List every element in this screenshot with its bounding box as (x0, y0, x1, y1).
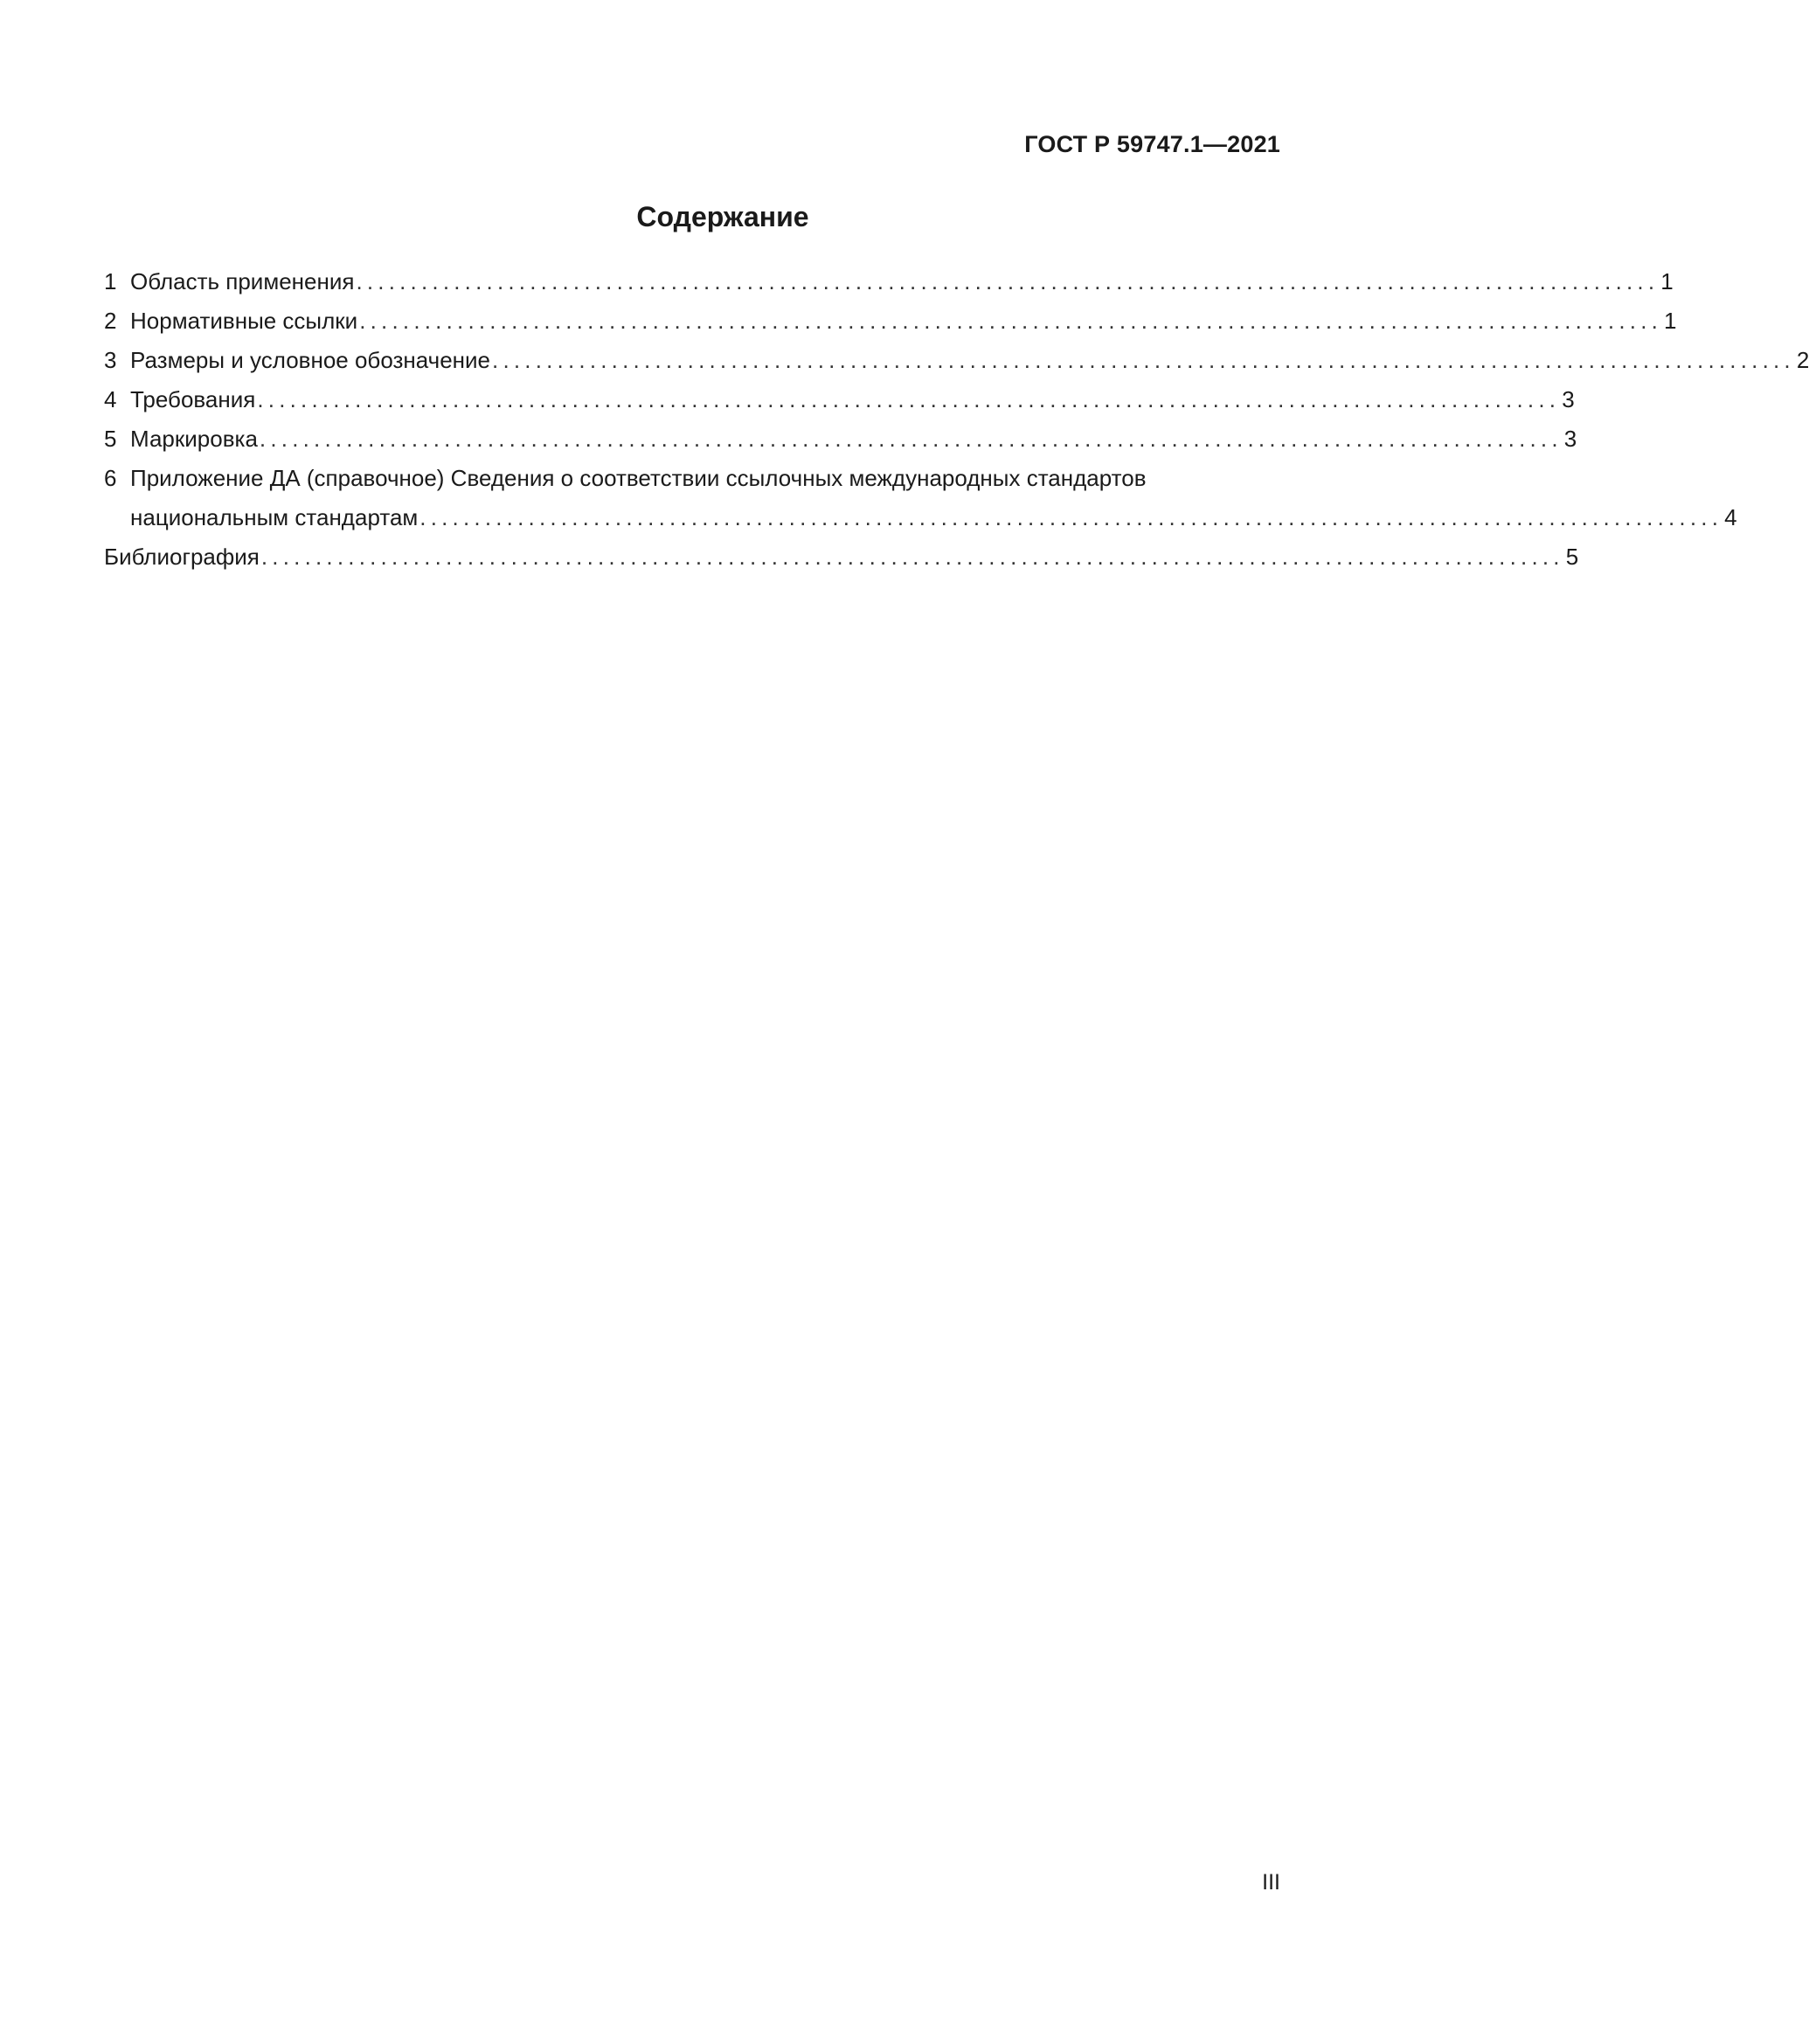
toc-entry-label-continuation: национальным стандартам (130, 504, 419, 530)
toc-entry-4[interactable] (104, 380, 1575, 419)
toc-entry-page: 1 (1660, 268, 1674, 294)
toc-entry-page: 1 (1664, 308, 1677, 334)
toc-entry-number: 2 (104, 308, 117, 334)
toc-entry-number: 3 (104, 347, 117, 373)
toc-entry-6-continuation[interactable] (104, 498, 1737, 537)
toc-entry-number: 6 (104, 465, 117, 491)
toc-entry-number: 5 (104, 426, 117, 452)
toc-entry-label: Размеры и условное обозначение (130, 347, 491, 373)
toc-leader-dots: ........................................................................................................................ (359, 308, 1663, 334)
toc-entry-page: 5 (1565, 544, 1579, 570)
toc-title: Содержание (636, 201, 809, 232)
toc-leader-dots: ........................................................................................................................ (492, 347, 1795, 373)
toc-entry-label: Приложение ДА (справочное) Сведения о соответствии ссылочных международных стандартов (130, 465, 1147, 491)
toc-entry-page: 4 (1724, 504, 1737, 530)
toc-leader-dots: ........................................................................................................................ (419, 504, 1723, 530)
toc-entry-page: 3 (1563, 426, 1577, 452)
toc-leader-dots: ........................................................................................................................ (260, 544, 1564, 570)
toc-entry-number: 1 (104, 268, 117, 294)
table-of-contents (104, 262, 1809, 577)
toc-leader-dots: ........................................................................................................................ (259, 426, 1563, 452)
toc-entry-5[interactable] (104, 419, 1577, 459)
toc-entry-number: 4 (104, 386, 117, 412)
toc-entry-label: Маркировка (130, 426, 258, 452)
toc-entry-6[interactable] (104, 459, 1280, 498)
document-code: ГОСТ Р 59747.1—2021 (1024, 131, 1280, 157)
toc-leader-dots: ........................................................................................................................ (257, 386, 1561, 412)
toc-entry-1[interactable] (104, 262, 1674, 301)
toc-leader-dots: ........................................................................................................................ (356, 268, 1660, 294)
toc-entry-bibliography[interactable] (104, 537, 1579, 577)
toc-entry-2[interactable] (104, 301, 1677, 341)
page-number: III (1262, 1870, 1280, 1895)
toc-entry-3[interactable] (104, 341, 1809, 380)
toc-entry-page: 2 (1796, 347, 1809, 373)
toc-entry-page: 3 (1562, 386, 1575, 412)
toc-entry-label: Нормативные ссылки (130, 308, 358, 334)
toc-entry-label: Библиография (104, 544, 260, 570)
toc-entry-label: Требования (130, 386, 256, 412)
toc-entry-label: Область применения (130, 268, 355, 294)
